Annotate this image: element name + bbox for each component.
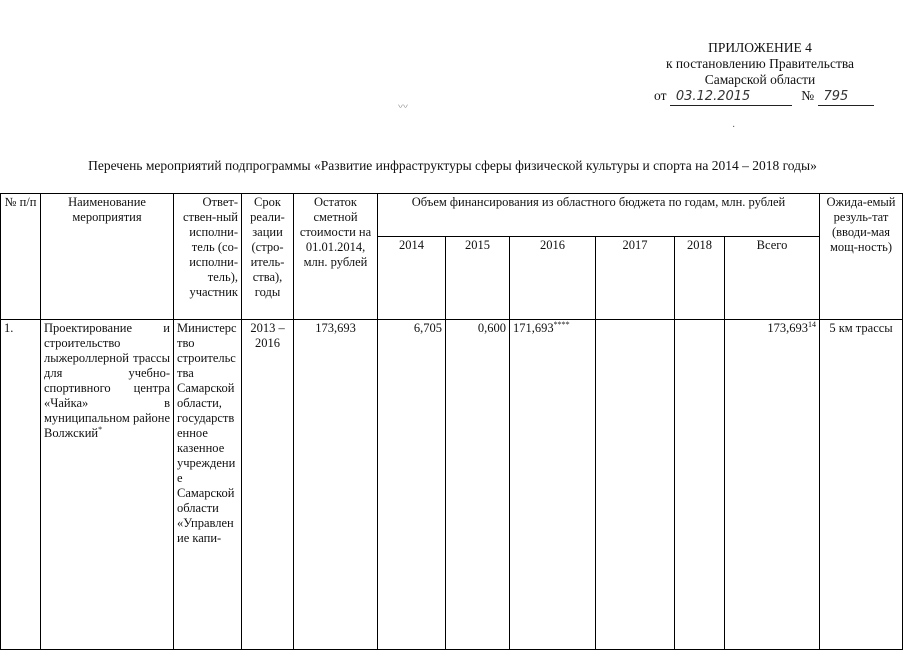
row-2016 [510,320,596,650]
row-result: 5 км трассы [820,320,903,650]
row-2014: 6,705 [378,320,446,650]
number-prefix: № [801,88,815,103]
date-number-line [654,88,880,106]
col-2016-header: 2016 [510,237,596,320]
row-name-text: Проектирование и строительство лыжероллерной трассы для учебно-спортивного центра «Чайка» в муниципальном районе Волжский [44,321,170,440]
col-2018-header: 2018 [675,237,725,320]
col-name-header: Наименование мероприятия [41,194,174,320]
col-num-header: № п/п [1,194,41,320]
region-name: Самарской области [704,72,816,87]
date-prefix: от [654,88,667,103]
col-2014-header: 2014 [378,237,446,320]
handwritten-date: 03.12.2015 [670,89,792,106]
row-name-footnote: * [98,425,103,434]
row-balance: 173,693 [294,320,378,650]
row-name [41,320,174,650]
row-responsible: Министерство строительства Самарской области, государственное казенное учреждение Самарской области «Управление капи- [174,320,242,650]
col-result-header: Ожида-емый резуль-тат (вводи-мая мощ-ность) [820,194,903,320]
row-total [725,320,820,650]
col-term-header: Срок реали-зации (стро-итель-ства), годы [242,194,294,320]
table-header-row-1 [1,194,903,237]
appendix-label: ПРИЛОЖЕНИЕ 4 [708,40,812,55]
col-funding-group-header: Объем финансирования из областного бюджета по годам, млн. рублей [378,194,820,237]
document-header [640,40,880,106]
resolution-ref: к постановлению Правительства [665,56,855,71]
row-total-footnote: 14 [808,320,817,329]
row-total-value: 173,693 [767,321,809,335]
col-total-header: Всего [725,237,820,320]
document-title: Перечень мероприятий подпрограммы «Развитие инфраструктуры сферы физической культуры и спорта на 2014 – 2018 годы» [88,158,817,173]
row-num: 1. [1,320,41,650]
row-term: 2013 – 2016 [242,320,294,650]
col-2015-header: 2015 [446,237,510,320]
row-2017 [596,320,675,650]
row-2016-footnote: **** [553,320,570,329]
row-2016-value: 171,693 [513,321,554,335]
table-row [1,320,903,650]
col-responsible-header: Ответ-ствен-ный исполни-тель (со-исполни-тель), участник [174,194,242,320]
scan-dot-icon: · [732,122,736,133]
row-2015: 0,600 [446,320,510,650]
col-balance-header: Остаток сметной стоимости на 01.01.2014, млн. рублей [294,194,378,320]
scan-mark-icon: 〰 [398,102,408,113]
row-2018 [675,320,725,650]
handwritten-number: 795 [818,89,874,106]
col-2017-header: 2017 [596,237,675,320]
measures-table [0,193,903,650]
